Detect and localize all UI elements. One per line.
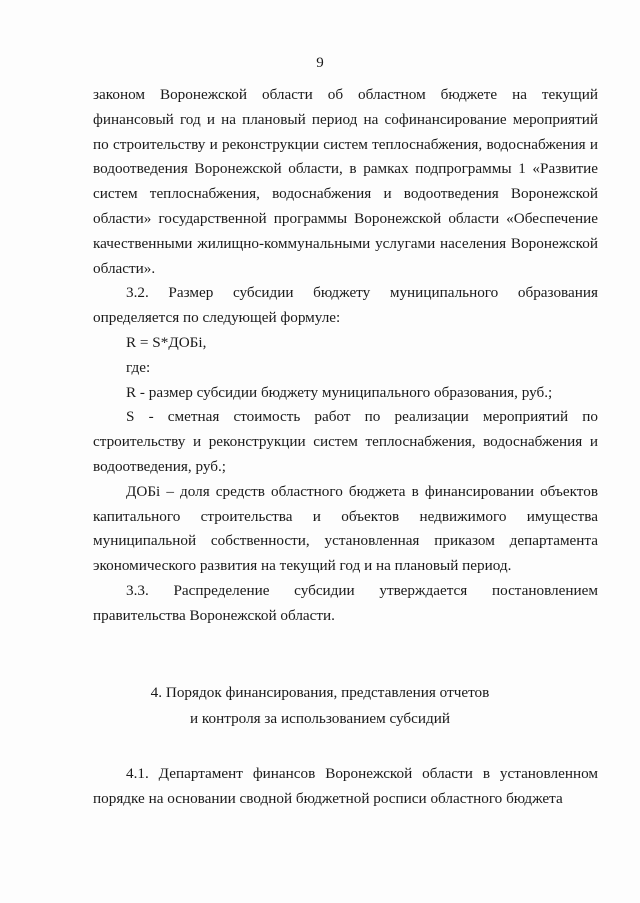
definition-r: R - размер субсидии бюджету муниципального образования, руб.; [126, 383, 553, 401]
definition-dob: ДОБi – доля средств областного бюджета в финансировании объектов капитального строительства и объектов недвижимого имущества муниципальной собственности, установленная приказом департамента экономического развития на текущий год и на плановый период. [93, 482, 598, 575]
section-4-heading [0, 680, 640, 732]
document-body-section-4 [93, 762, 598, 812]
section-4-heading-line-1: 4. Порядок финансирования, представления отчетов [150, 684, 490, 701]
page-number: 9 [316, 55, 324, 71]
definition-s: S - сметная стоимость работ по реализации мероприятий по строительству и реконструкции систем теплоснабжения, водоснабжения и водоотведения, руб.; [93, 408, 598, 475]
formula-where: где: [126, 358, 151, 376]
paragraph-3-3: 3.3. Распределение субсидии утверждается постановлением правительства Воронежской области. [93, 581, 598, 624]
paragraph-3-2: 3.2. Размер субсидии бюджету муниципального образования определяется по следующей формуле: [93, 284, 598, 327]
paragraph-4-1: 4.1. Департамент финансов Воронежской области в установленном порядке на основании сводной бюджетной росписи областного бюджета [93, 765, 598, 807]
document-body-section-3 [93, 83, 598, 629]
section-4-heading-line-2: и контроля за использованием субсидий [190, 710, 450, 727]
formula: R = S*ДОБi, [126, 333, 207, 351]
paragraph-continuation: законом Воронежской области об областном бюджете на текущий финансовый год и на плановый период на софинансирование мероприятий по строительству и реконструкции систем теплоснабжения, водоснабжения и водоотведения Воронежской области, в рамках подпрограммы 1 «Развитие систем теплоснабжения, водоснабжения и водоотведения Воронежской области» государственной программы Воронежской области «Обеспечение качественными жилищно-коммунальными услугами населения Воронежской области». [93, 86, 598, 277]
